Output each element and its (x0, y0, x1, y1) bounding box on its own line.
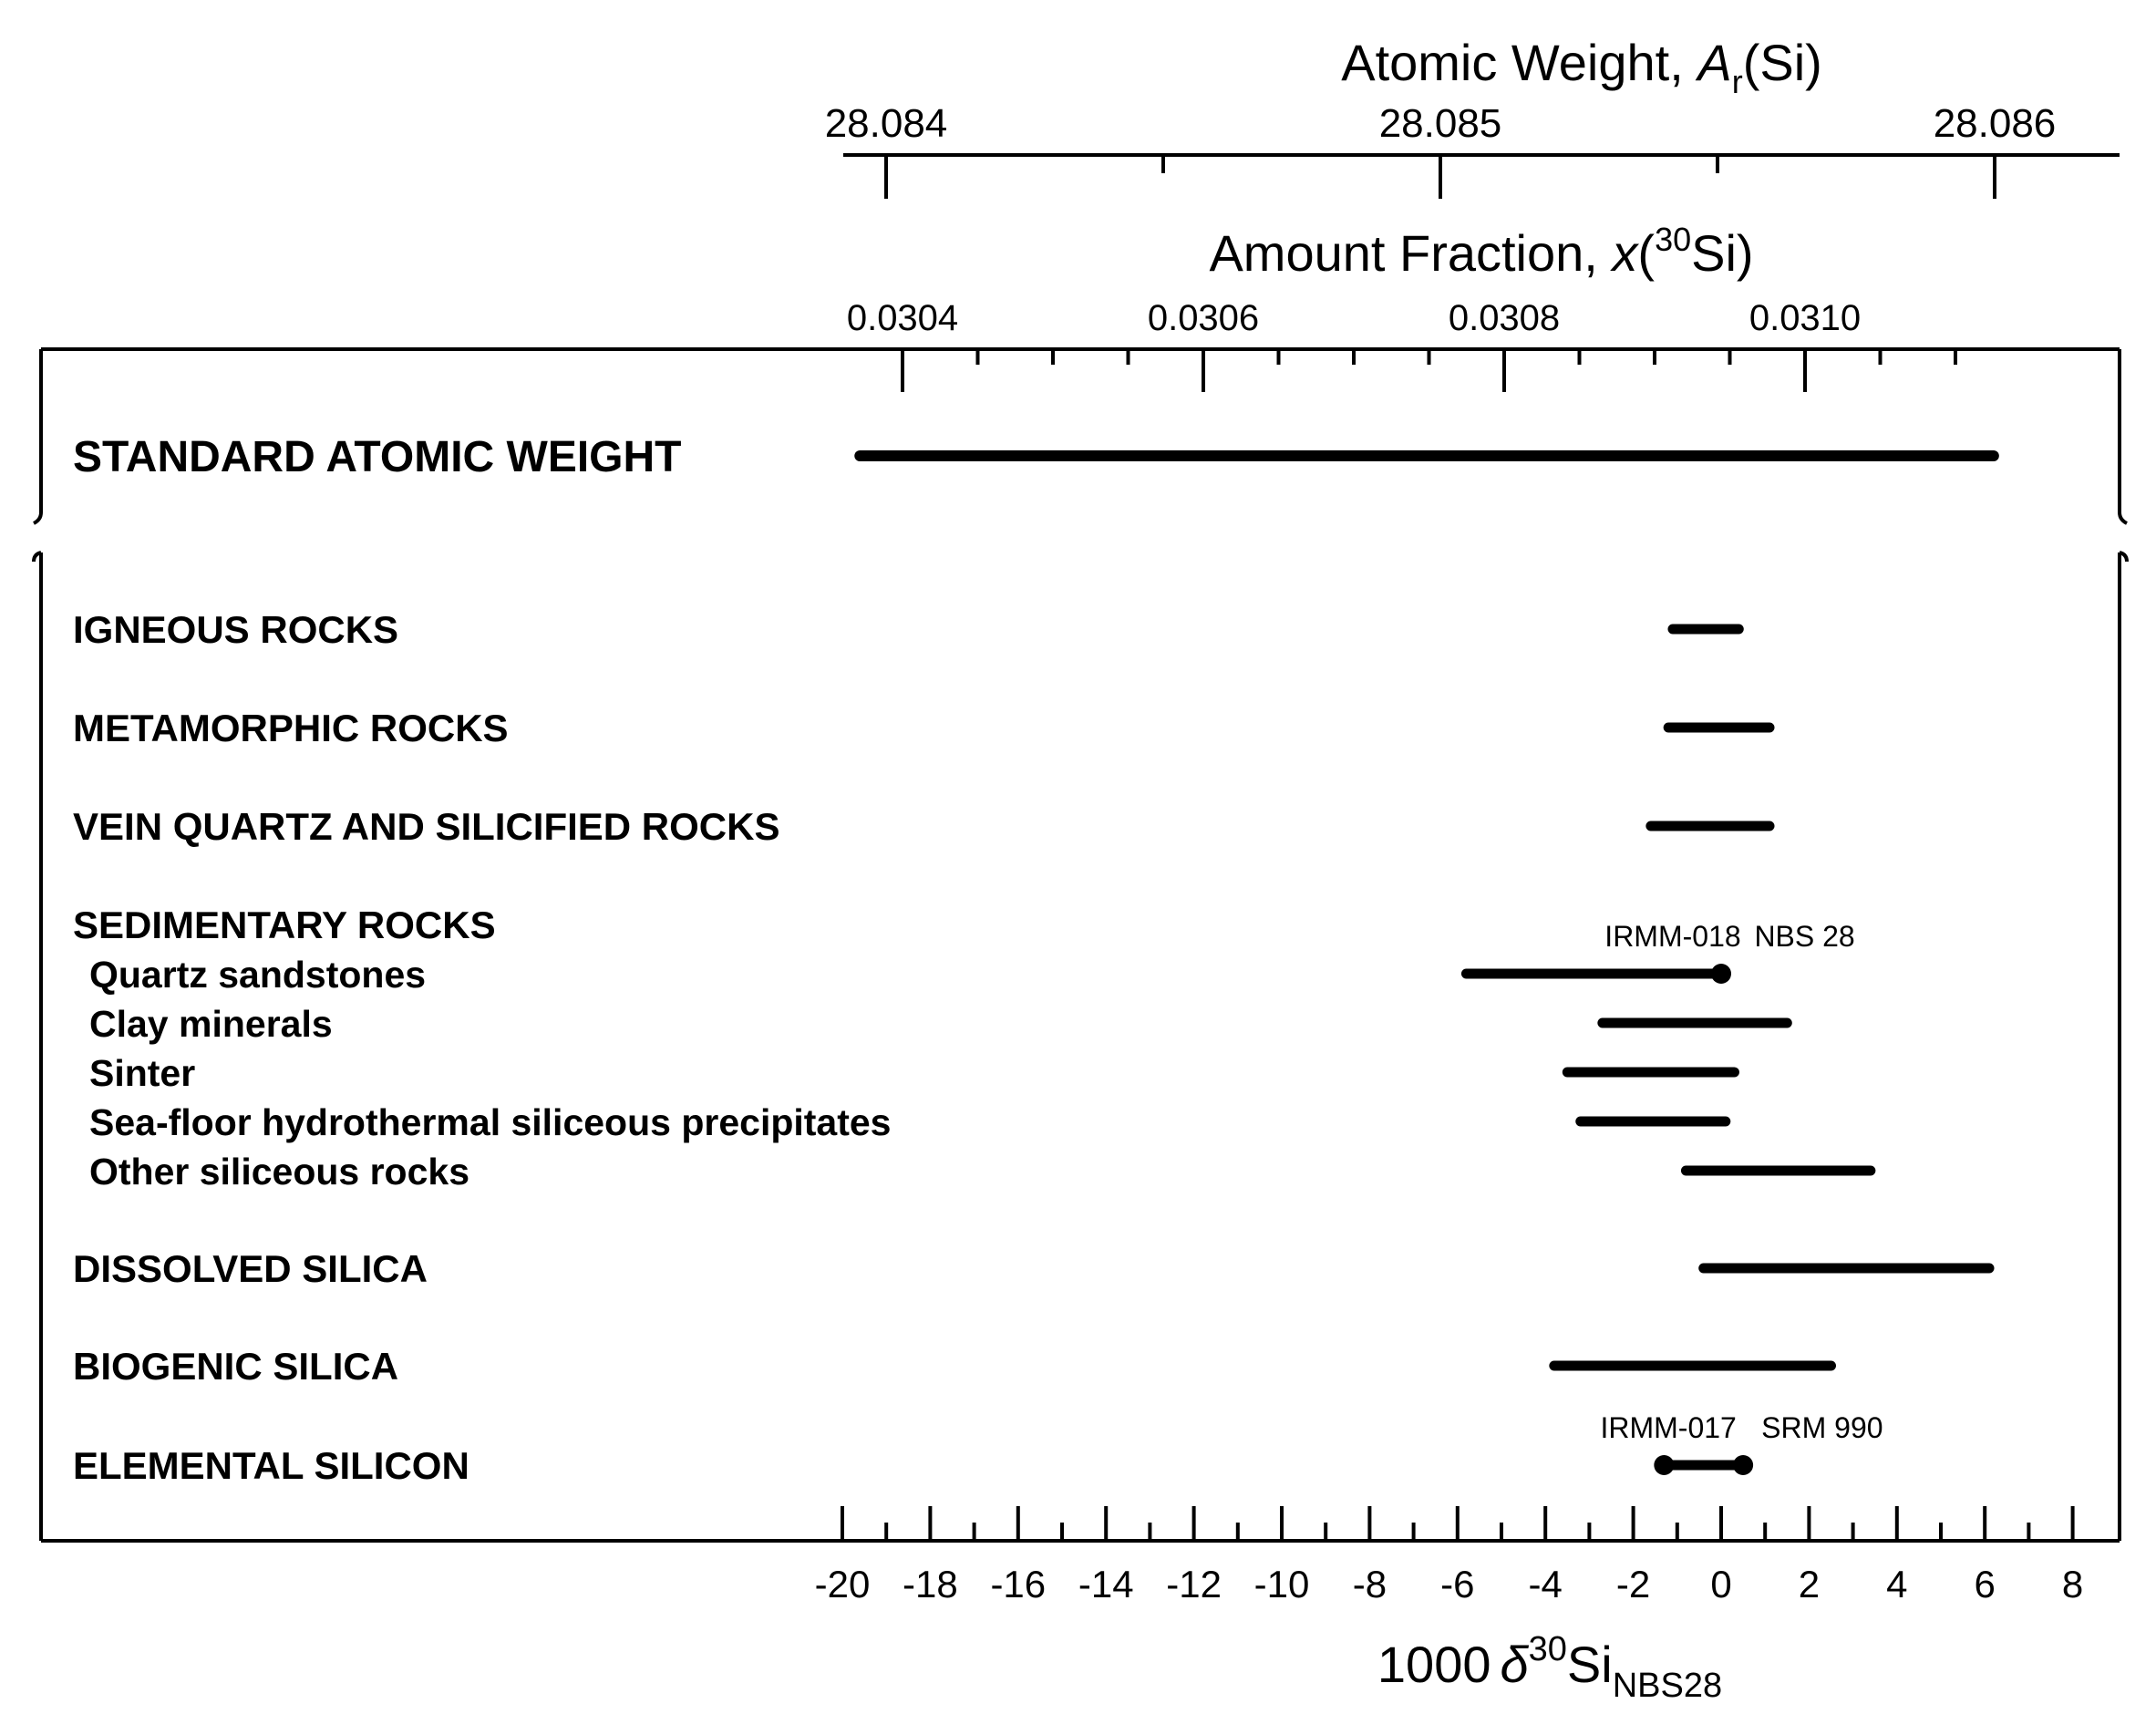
category-label: BIOGENIC SILICA (73, 1345, 399, 1388)
standard-atomic-weight-label: STANDARD ATOMIC WEIGHT (73, 433, 682, 481)
delta-tick-label: 6 (1974, 1563, 1996, 1606)
delta-tick-label: -18 (903, 1563, 958, 1606)
reference-label: NBS 28 (1754, 920, 1855, 953)
fraction-tick-label: 0.0304 (846, 298, 959, 338)
delta-tick-label: -2 (1615, 1563, 1651, 1606)
category-label: Clay minerals (89, 1003, 333, 1045)
fraction-tick-label: 0.0308 (1448, 298, 1561, 338)
category-rows (73, 608, 1989, 1487)
delta-tick-label: -10 (1253, 1563, 1310, 1606)
delta-tick-label: -20 (814, 1563, 871, 1606)
category-label: IGNEOUS ROCKS (73, 608, 399, 651)
delta-tick-label: -12 (1166, 1563, 1222, 1606)
atomic-weight-axis (825, 101, 2120, 199)
delta-axis-title: 1000 $\delta^{30}Si_{NBS28}$ (1377, 1630, 1723, 1705)
delta-tick-label: -8 (1352, 1563, 1387, 1606)
category-label: VEIN QUARTZ AND SILICIFIED ROCKS (73, 805, 780, 848)
amount-fraction-axis (847, 298, 1955, 392)
category-label: Sea-floor hydrothermal siliceous precipitates (89, 1101, 892, 1143)
category-label: METAMORPHIC ROCKS (73, 707, 509, 749)
delta-tick-label: -16 (990, 1563, 1047, 1606)
weight-tick-label: 28.086 (1933, 101, 2057, 146)
delta-tick-label: -4 (1528, 1563, 1563, 1606)
fraction-tick-label: 0.0306 (1147, 298, 1260, 338)
category-label: SEDIMENTARY ROCKS (73, 903, 496, 946)
delta-tick-label: -14 (1078, 1563, 1134, 1606)
amount-fraction-axis-title: Amount Fraction, x($^{30}$Si) (1209, 221, 1754, 282)
reference-marker (1733, 1455, 1753, 1475)
reference-label: SRM 990 (1761, 1411, 1883, 1444)
category-label: DISSOLVED SILICA (73, 1247, 428, 1290)
delta-tick-label: 0 (1710, 1563, 1732, 1606)
delta-tick-label: 4 (1886, 1563, 1908, 1606)
weight-tick-label: 28.085 (1378, 101, 1502, 146)
weight-tick-label: 28.084 (824, 101, 948, 146)
category-label: Other siliceous rocks (89, 1151, 470, 1193)
reference-marker (1711, 964, 1731, 984)
break-mark-right-top (2120, 512, 2127, 523)
fraction-tick-label: 0.0310 (1749, 298, 1862, 338)
reference-marker (1654, 1455, 1674, 1475)
delta-tick-label: -6 (1440, 1563, 1475, 1606)
delta-tick-label: 2 (1798, 1563, 1821, 1606)
break-mark-left-top (34, 512, 41, 523)
delta-axis (815, 1506, 2084, 1606)
category-label: Sinter (89, 1052, 196, 1094)
reference-label: IRMM-017 (1600, 1411, 1737, 1444)
category-label: ELEMENTAL SILICON (73, 1444, 469, 1487)
delta-tick-label: 8 (2061, 1563, 2084, 1606)
atomic-weight-axis-title: Atomic Weight, $A_r(Si)$ (1341, 34, 1822, 100)
reference-label: IRMM-018 (1604, 920, 1741, 953)
category-label: Quartz sandstones (89, 954, 427, 996)
